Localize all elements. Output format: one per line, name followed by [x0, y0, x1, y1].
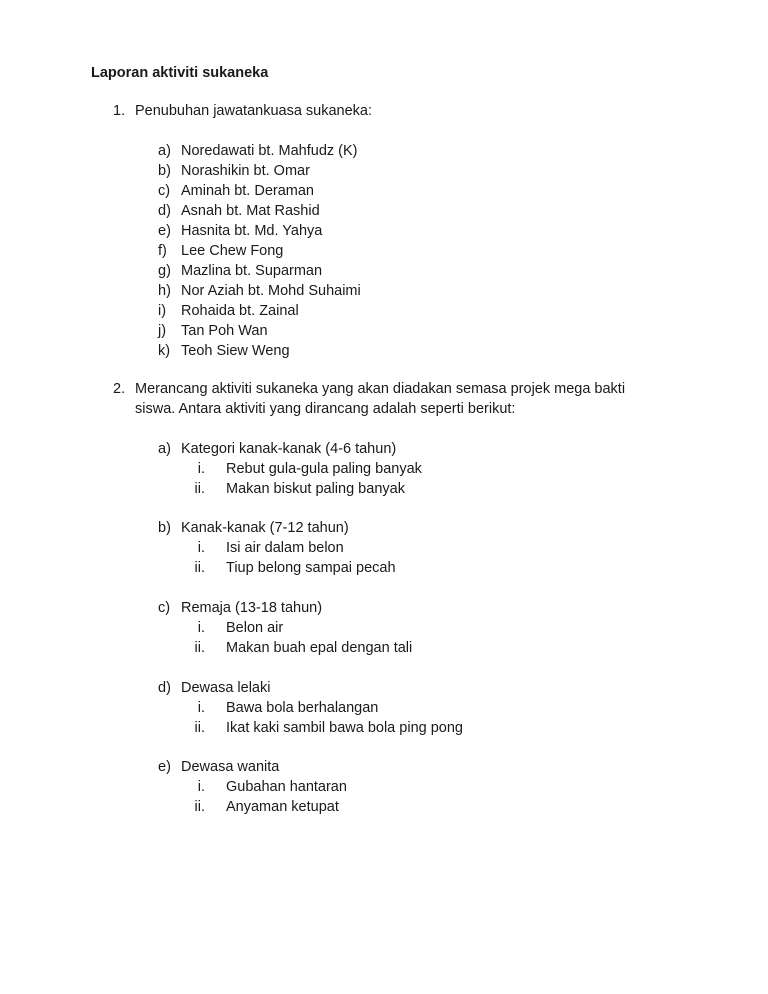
category-label: Dewasa lelaki [181, 680, 271, 696]
list-marker: a) [158, 143, 171, 159]
activity-marker: ii. [194, 481, 205, 497]
activity-text: Gubahan hantaran [226, 779, 347, 795]
activity-text: Makan buah epal dengan tali [226, 640, 413, 656]
activity-text: Belon air [226, 620, 284, 636]
section-2-heading-line-2: siswa. Antara aktiviti yang dirancang adalah seperti berikut: [135, 401, 516, 417]
activity-marker: ii. [194, 799, 205, 815]
activity-item [0, 777, 768, 797]
activity-item [0, 698, 768, 718]
activity-item [0, 479, 768, 499]
list-marker: k) [158, 343, 171, 359]
list-marker: e) [158, 223, 171, 239]
category-e [0, 757, 768, 817]
category-a [0, 439, 768, 499]
activity-item [0, 538, 768, 558]
section-2-number: 2. [113, 381, 126, 397]
activity-item [0, 558, 768, 578]
activity-marker: ii. [194, 640, 205, 656]
category-marker: d) [158, 680, 171, 696]
activity-item [0, 618, 768, 638]
member-name: Noredawati bt. Mahfudz (K) [181, 143, 358, 159]
category-b [0, 518, 768, 578]
member-name: Norashikin bt. Omar [181, 163, 310, 179]
section-2 [0, 379, 768, 419]
activity-item [0, 718, 768, 738]
category-d [0, 678, 768, 738]
list-item [0, 201, 768, 221]
category-label: Remaja (13-18 tahun) [181, 600, 323, 616]
section-2-heading-line-1: Merancang aktiviti sukaneka yang akan diadakan semasa projek mega bakti [135, 381, 626, 397]
activity-item [0, 638, 768, 658]
member-name: Hasnita bt. Md. Yahya [181, 223, 323, 239]
list-marker: d) [158, 203, 171, 219]
activity-marker: i. [197, 540, 205, 556]
category-marker: b) [158, 520, 171, 536]
member-name: Lee Chew Fong [181, 243, 284, 259]
activity-marker: ii. [194, 560, 205, 576]
list-item [0, 161, 768, 181]
list-marker: i) [158, 303, 167, 319]
activity-marker: i. [197, 620, 205, 636]
category-row [0, 598, 768, 618]
member-name: Nor Aziah bt. Mohd Suhaimi [181, 283, 361, 299]
activity-marker: i. [197, 700, 205, 716]
activity-item [0, 797, 768, 817]
activity-text: Ikat kaki sambil bawa bola ping pong [226, 720, 463, 736]
activity-text: Tiup belong sampai pecah [226, 560, 396, 576]
category-row [0, 757, 768, 777]
section-1-heading: Penubuhan jawatankuasa sukaneka: [135, 103, 373, 119]
list-item [0, 301, 768, 321]
category-marker: e) [158, 759, 171, 775]
activity-marker: i. [197, 461, 205, 477]
activity-text: Anyaman ketupat [226, 799, 339, 815]
list-item [0, 341, 768, 361]
committee-list [0, 141, 768, 361]
activity-item [0, 459, 768, 479]
section-1-number: 1. [113, 103, 126, 119]
list-marker: f) [158, 243, 167, 259]
list-item [0, 241, 768, 261]
activity-text: Isi air dalam belon [226, 540, 344, 556]
section-2-heading-row [0, 399, 768, 419]
section-1 [0, 101, 768, 121]
category-marker: a) [158, 441, 171, 457]
member-name: Tan Poh Wan [181, 323, 268, 339]
list-item [0, 261, 768, 281]
list-item [0, 321, 768, 341]
list-marker: c) [158, 183, 171, 199]
category-row [0, 678, 768, 698]
member-name: Rohaida bt. Zainal [181, 303, 299, 319]
member-name: Asnah bt. Mat Rashid [181, 203, 320, 219]
list-item [0, 281, 768, 301]
category-row [0, 439, 768, 459]
category-marker: c) [158, 600, 171, 616]
activity-marker: ii. [194, 720, 205, 736]
list-marker: h) [158, 283, 171, 299]
list-marker: g) [158, 263, 171, 279]
category-label: Kanak-kanak (7-12 tahun) [181, 520, 349, 536]
category-c [0, 598, 768, 658]
section-1-heading-row [0, 101, 768, 121]
activity-text: Bawa bola berhalangan [226, 700, 379, 716]
activity-text: Makan biskut paling banyak [226, 481, 405, 497]
category-label: Kategori kanak-kanak (4-6 tahun) [181, 441, 397, 457]
section-2-heading-row [0, 379, 768, 399]
activity-marker: i. [197, 779, 205, 795]
document-title: Laporan aktiviti sukaneka [91, 65, 269, 81]
list-item [0, 141, 768, 161]
list-item [0, 221, 768, 241]
list-marker: j) [158, 323, 167, 339]
member-name: Aminah bt. Deraman [181, 183, 314, 199]
member-name: Teoh Siew Weng [181, 343, 290, 359]
activity-text: Rebut gula-gula paling banyak [226, 461, 422, 477]
category-label: Dewasa wanita [181, 759, 280, 775]
member-name: Mazlina bt. Suparman [181, 263, 323, 279]
list-marker: b) [158, 163, 171, 179]
category-row [0, 518, 768, 538]
list-item [0, 181, 768, 201]
